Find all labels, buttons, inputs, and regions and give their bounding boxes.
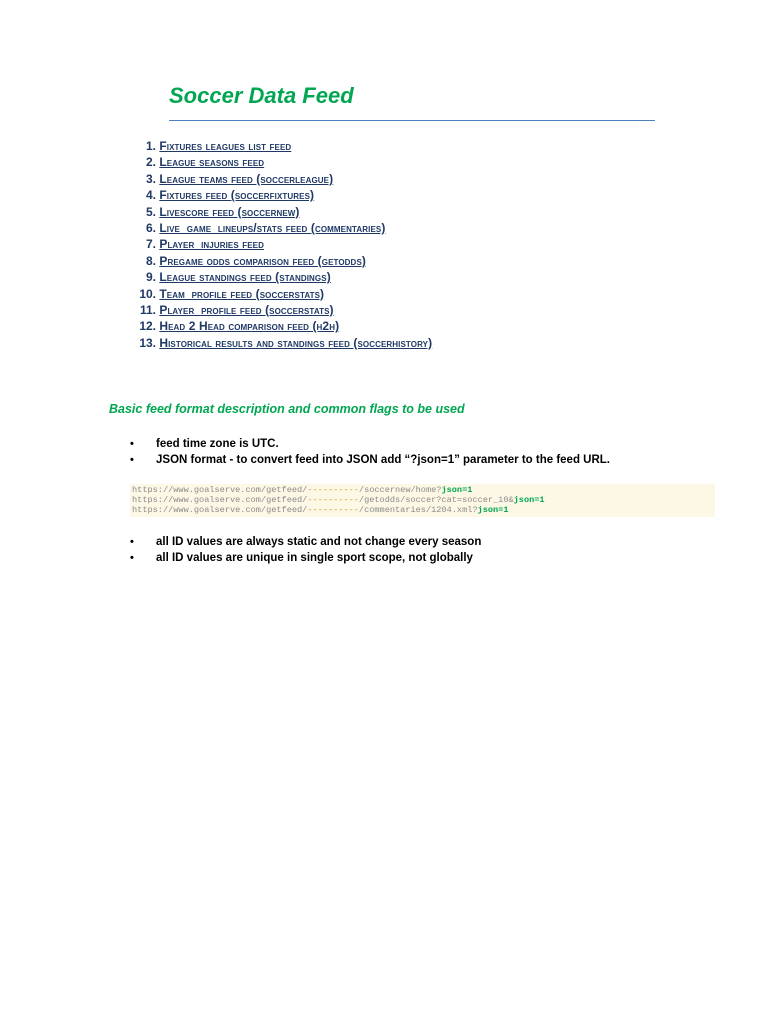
toc-item[interactable] [128,286,432,302]
toc-link-head-2-head[interactable]: Head 2 Head comparison feed (h2h) [159,319,340,334]
bullet-list-ids [130,534,481,566]
toc-item[interactable] [128,253,432,269]
code-api-key: ---------- [307,485,359,495]
toc-link-player-injuries[interactable]: Player_injuries feed [159,237,264,252]
bullet-text: all ID values are unique in single sport scope, not globally [156,552,473,564]
code-api-key: ---------- [307,505,359,515]
toc-link-historical-results[interactable]: Historical results and standings feed (soccerhistory) [159,335,433,350]
code-line [132,505,715,515]
toc-item[interactable] [128,154,432,170]
toc-item[interactable] [128,187,432,203]
toc-link-livescore[interactable]: Livescore feed (soccernew) [159,204,300,219]
toc-item[interactable] [128,269,432,285]
bullet-list-format [130,436,610,468]
toc-link-player-profile[interactable]: Player_profile feed (soccerstats) [159,302,334,317]
toc-item[interactable] [128,204,432,220]
code-example-block [130,484,715,517]
toc-item[interactable] [128,220,432,236]
toc-number: 8. [145,253,156,268]
toc-number: 4. [145,188,156,203]
list-item [130,436,610,452]
bullet-text: all ID values are always static and not change every season [156,536,482,548]
toc-number: 5. [145,204,156,219]
toc-item[interactable] [128,302,432,318]
code-json-flag: json=1 [477,505,509,515]
toc-number: 2. [145,155,156,170]
code-line [132,495,715,505]
toc-number: 11. [139,302,156,317]
list-item [130,534,481,550]
toc-link-league-seasons[interactable]: League seasons feed [159,155,265,170]
toc-item[interactable] [128,236,432,252]
bullet-text: JSON format - to convert feed into JSON add “?json=1” parameter to the feed URL. [156,454,611,466]
toc-link-team-profile[interactable]: Team_profile feed (soccerstats) [159,286,325,301]
toc-link-pregame-odds[interactable]: Pregame odds comparison feed (getodds) [159,253,366,268]
toc-item[interactable] [128,335,432,351]
toc-link-league-standings[interactable]: League standings feed (standings) [159,270,331,285]
toc-number: 6. [145,220,156,235]
code-path: /commentaries/1204.xml? [358,505,478,515]
toc-number: 9. [145,270,156,285]
bullet-icon: • [130,454,134,466]
toc-link-fixtures-leagues-list[interactable]: Fixtures leagues list feed [159,139,292,153]
toc-number: 12. [139,319,156,334]
toc-item[interactable] [128,318,432,334]
code-base-url: https://www.goalserve.com/getfeed/ [132,495,308,505]
code-base-url: https://www.goalserve.com/getfeed/ [132,505,308,515]
bullet-icon: • [130,536,134,548]
toc-number: 7. [145,237,156,252]
code-json-flag: json=1 [441,485,473,495]
page-title: Soccer Data Feed [169,83,354,108]
toc-number: 13. [139,335,156,350]
title-divider [169,120,655,121]
code-path: /soccernew/home? [358,485,442,495]
toc-link-league-teams[interactable]: League teams feed (soccerleague) [159,171,334,186]
bullet-icon: • [130,552,134,564]
section-heading: Basic feed format description and common flags to be used [109,402,465,416]
feed-table-of-contents [128,138,432,351]
toc-item[interactable] [128,138,432,154]
toc-number: 10. [139,286,156,301]
toc-link-fixtures[interactable]: Fixtures feed (soccerfixtures) [159,188,315,203]
code-json-flag: json=1 [513,495,545,505]
list-item [130,452,610,468]
toc-number: 3. [145,171,156,186]
code-base-url: https://www.goalserve.com/getfeed/ [132,485,308,495]
bullet-icon: • [130,438,134,450]
code-api-key: ---------- [307,495,359,505]
code-path: /getodds/soccer?cat=soccer_10& [358,495,514,505]
toc-link-live-game-lineups[interactable]: Live_game_lineups/stats feed (commentaries) [159,220,386,235]
list-item [130,550,481,566]
toc-number: 1. [145,139,156,153]
code-line [132,485,715,495]
toc-item[interactable] [128,171,432,187]
bullet-text: feed time zone is UTC. [156,438,279,450]
